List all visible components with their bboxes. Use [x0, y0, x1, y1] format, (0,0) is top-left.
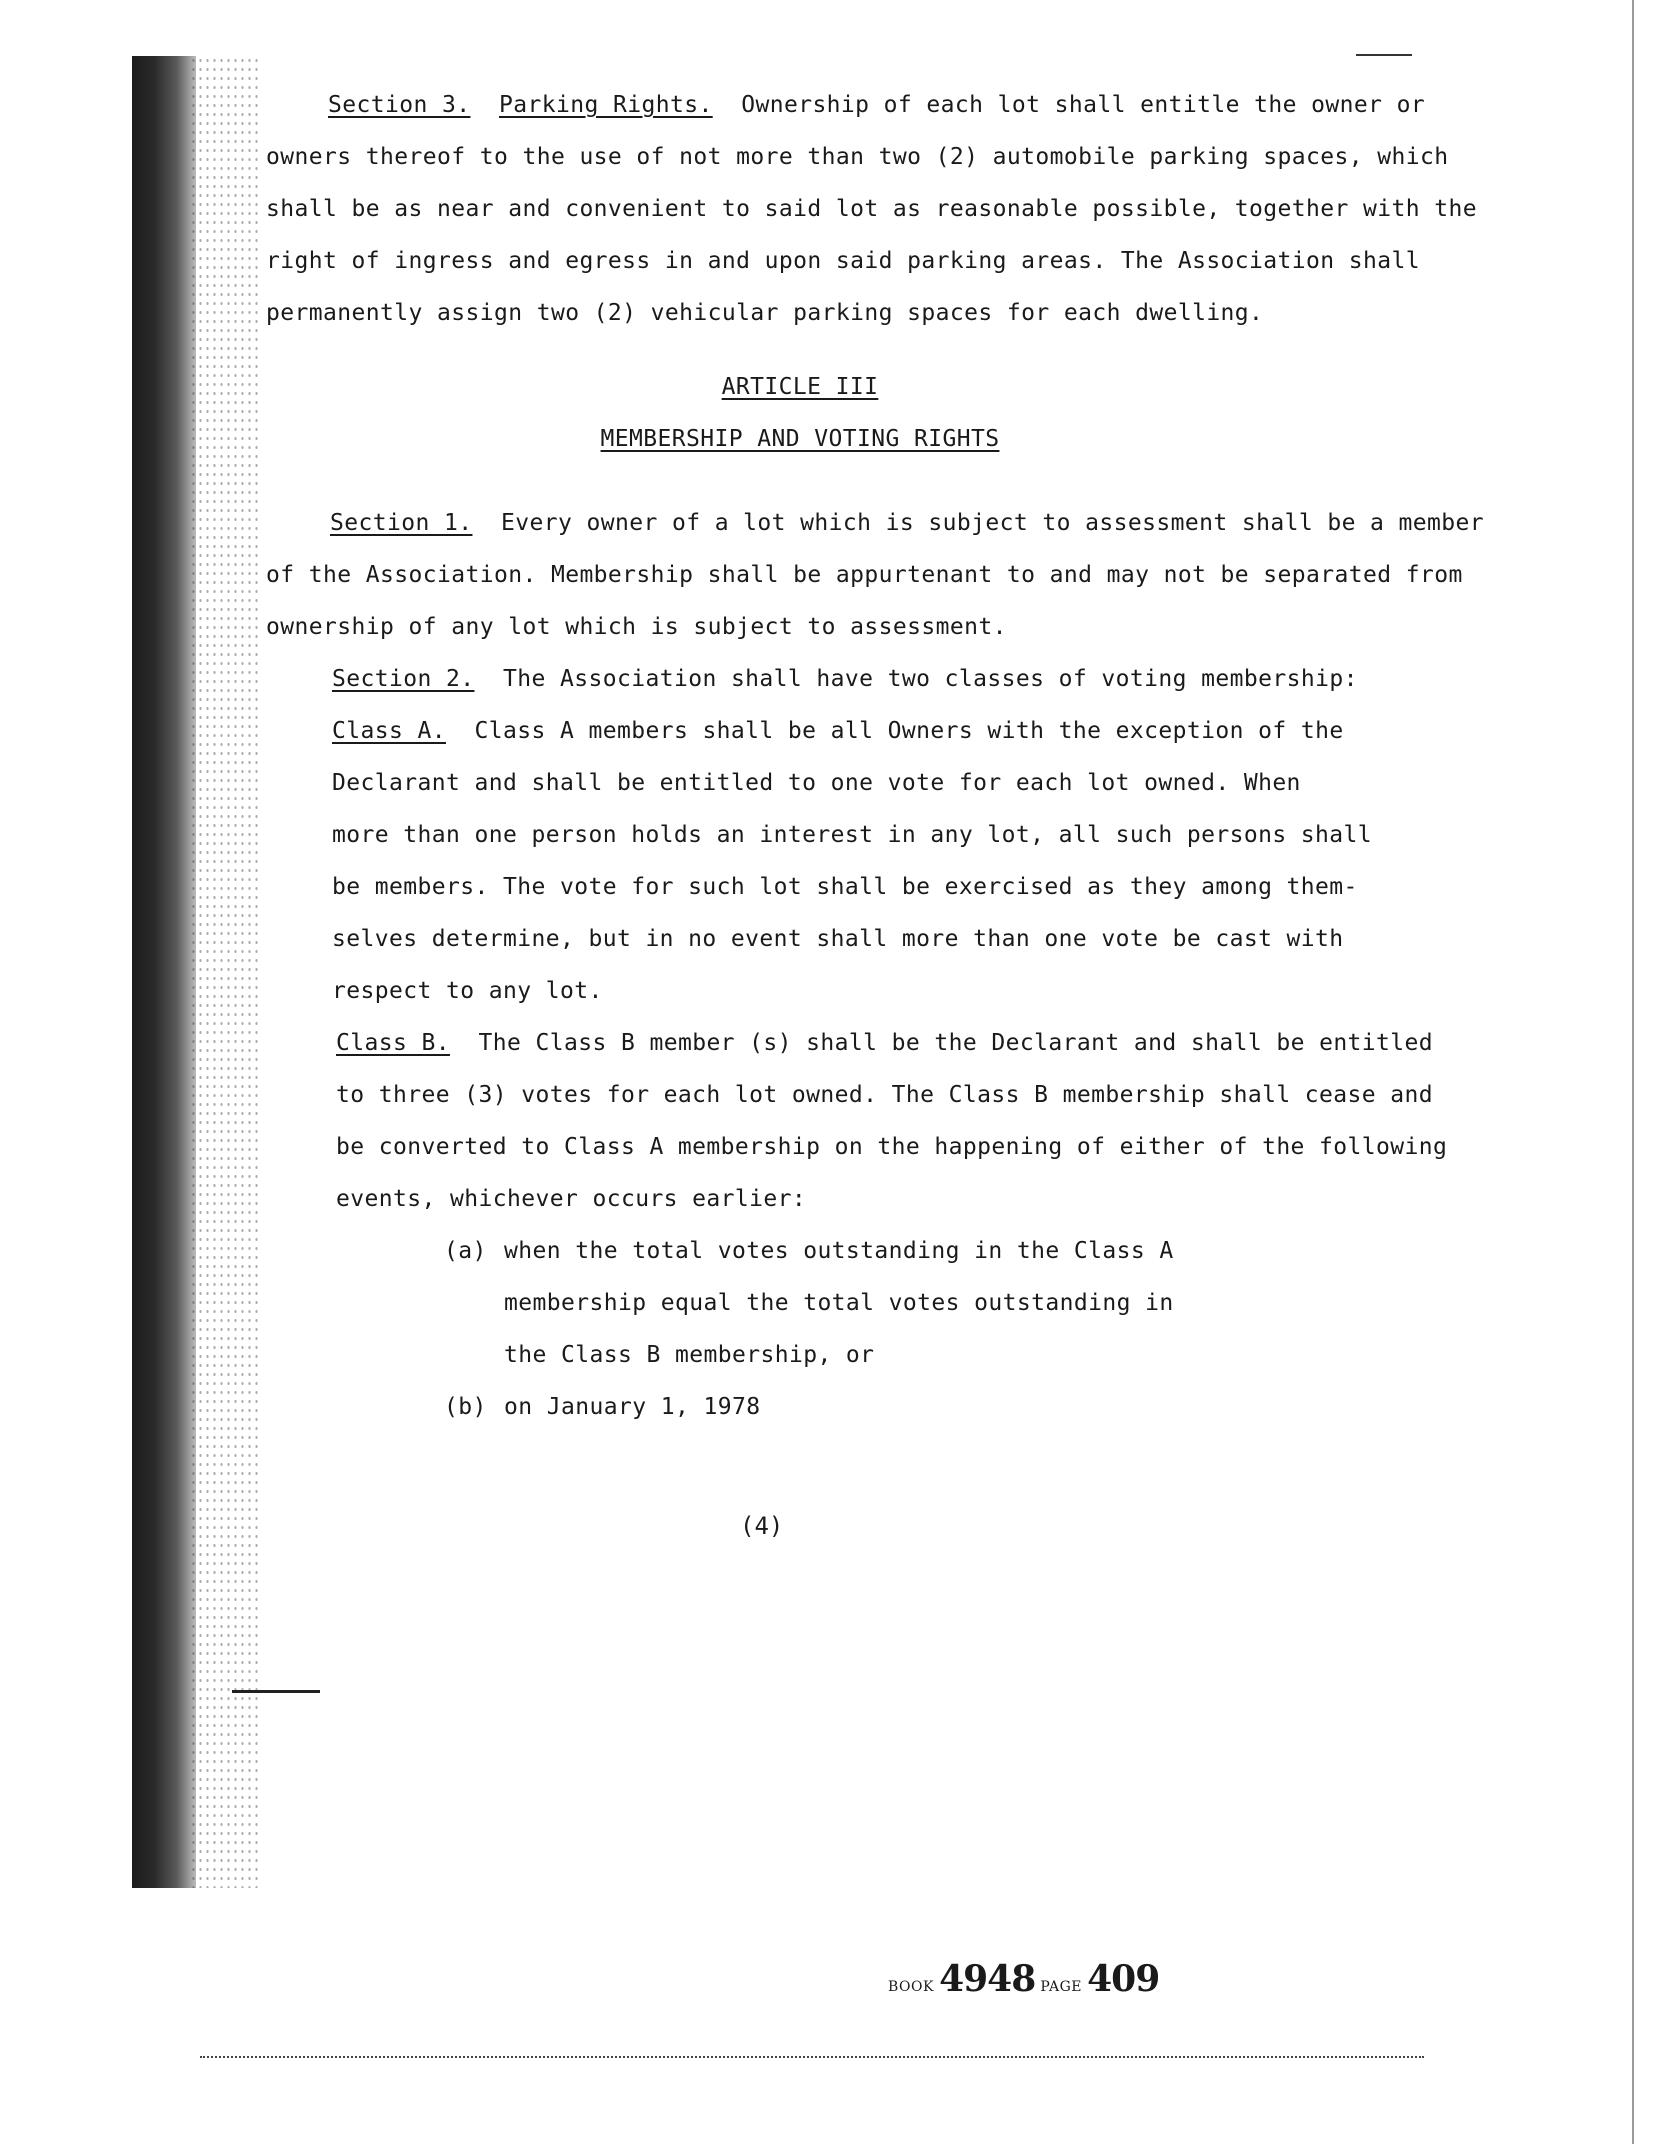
classB-line2: to three (3) votes for each lot owned. The Class B membership shall cease and [336, 1082, 1434, 1108]
section1-line1 [330, 508, 1484, 538]
section3-title: Parking Rights. [498, 92, 713, 118]
section1-line2: of the Association. Membership shall be appurtenant to and may not be separated from [266, 562, 1463, 588]
section2-text: The Association shall have two classes of voting membership: [502, 666, 1358, 692]
section3-text: Ownership of each lot shall entitle the owner or [741, 92, 1426, 118]
classA-text: Class A members shall be all Owners with the exception of the [474, 718, 1344, 744]
section1-line3: ownership of any lot which is subject to assessment. [266, 614, 1007, 640]
bottom-dotted-rule [200, 2056, 1424, 2060]
section2-heading: Section 2. [332, 666, 475, 692]
classA-line1 [332, 716, 1344, 746]
section3-line2: owners thereof to the use of not more than two (2) automobile parking spaces, which [266, 144, 1449, 170]
top-margin-mark [1356, 54, 1412, 56]
section2-line1 [332, 664, 1358, 694]
classB-heading: Class B. [336, 1030, 450, 1056]
section1-text: Every owner of a lot which is subject to assessment shall be a member [500, 510, 1485, 536]
item-a-line2: membership equal the total votes outstanding in [504, 1290, 1174, 1316]
section3-line3: shall be as near and convenient to said lot as reasonable possible, together with the [266, 196, 1478, 222]
classA-heading: Class A. [332, 718, 446, 744]
section3-heading: Section 3. [328, 92, 471, 118]
binding-strip [132, 56, 196, 1888]
classA-line3: more than one person holds an interest in any lot, all such persons shall [332, 822, 1373, 848]
section3-line5: permanently assign two (2) vehicular parking spaces for each dwelling. [266, 300, 1264, 326]
item-b-label: (b) [444, 1394, 487, 1420]
classB-line1 [336, 1028, 1433, 1058]
article-number: ARTICLE III [721, 374, 879, 400]
classB-line3: be converted to Class A membership on the happening of either of the following [336, 1134, 1448, 1160]
article-title: MEMBERSHIP AND VOTING RIGHTS [600, 426, 1000, 452]
section3-line1 [328, 90, 1425, 120]
book-page-stamp [888, 1958, 1159, 2000]
book-label: BOOK [888, 1979, 934, 1995]
item-a-line1: when the total votes outstanding in the Class A [504, 1238, 1174, 1264]
classA-line2: Declarant and shall be entitled to one vote for each lot owned. When [332, 770, 1301, 796]
margin-dash [232, 1690, 320, 1693]
page-edge-rule [1632, 0, 1634, 2144]
classA-line5: selves determine, but in no event shall more than one vote be cast with [332, 926, 1344, 952]
classA-line6: respect to any lot. [332, 978, 603, 1004]
scan-noise [190, 56, 260, 1888]
classA-line4: be members. The vote for such lot shall be exercised as they among them- [332, 874, 1358, 900]
item-b-line1: on January 1, 1978 [504, 1394, 761, 1420]
section3-line4: right of ingress and egress in and upon said parking areas. The Association shall [266, 248, 1421, 274]
section1-heading: Section 1. [330, 510, 473, 536]
classB-line4: events, whichever occurs earlier: [336, 1186, 807, 1212]
page-number: (4) [740, 1512, 784, 1540]
classB-text: The Class B member (s) shall be the Declarant and shall be entitled [478, 1030, 1434, 1056]
page-label: PAGE [1040, 1979, 1083, 1995]
book-number: 4948 [939, 1958, 1036, 2000]
book-page-number: 409 [1087, 1958, 1160, 2000]
item-a-label: (a) [444, 1238, 487, 1264]
item-a-line3: the Class B membership, or [504, 1342, 875, 1368]
